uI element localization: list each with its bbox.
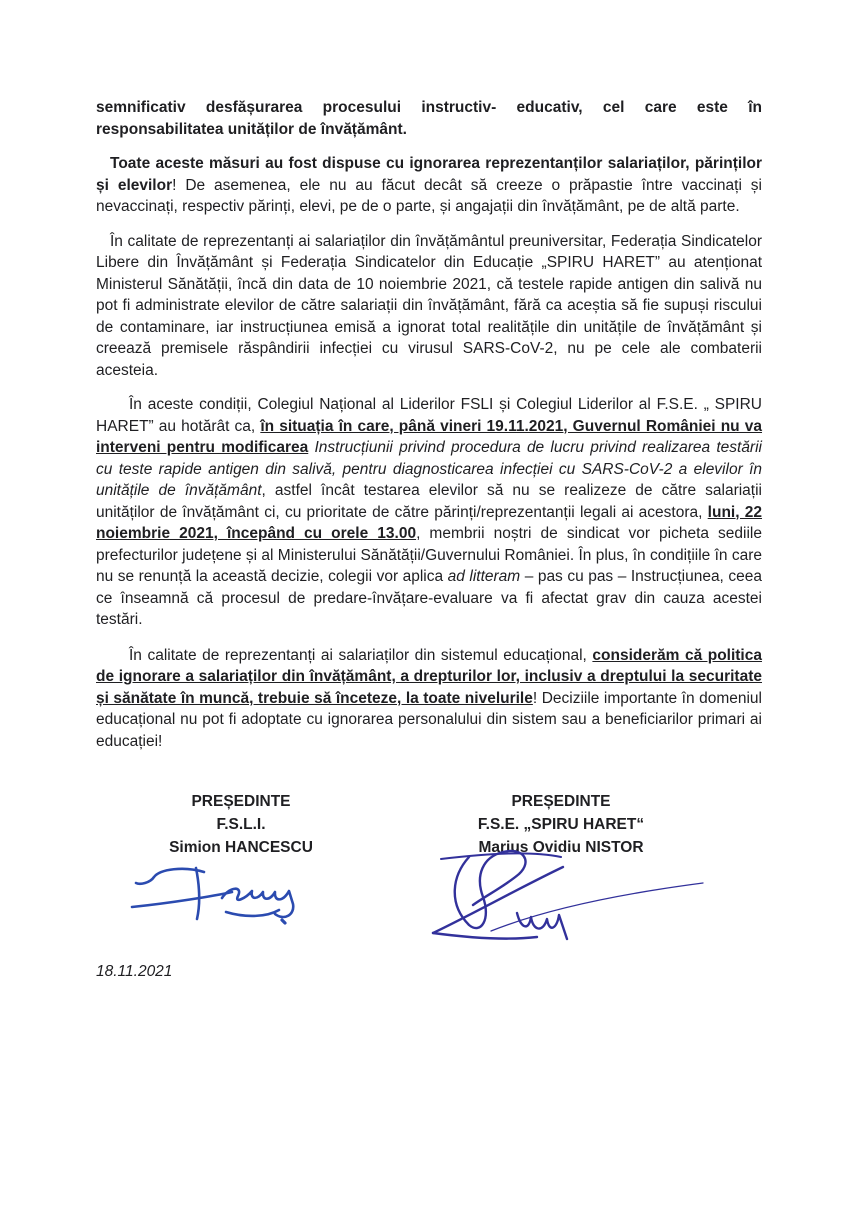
signature-left-org: F.S.L.I.	[216, 816, 266, 833]
signature-left-name: Simion HANCESCU	[169, 839, 313, 856]
text-run: – pas cu pas – Instrucțiunea, ceea ce înseamnă că procesul de predare-învățare-evaluare va fi afectat grav din cauza acestei testări.	[96, 568, 762, 628]
signature-left-block	[96, 790, 386, 949]
para-measures	[96, 153, 762, 218]
text-run: semnificativ desfășurarea procesului instructiv- educativ, cel care este în responsabilitatea unităților de învățământ.	[96, 99, 762, 138]
signature-right-block	[396, 790, 726, 949]
text-run: În calitate de reprezentanți ai salariaților din sistemul educațional,	[129, 646, 593, 664]
signature-right-title: PREȘEDINTE	[511, 793, 611, 810]
text-run: Toate aceste măsuri au fost dispuse cu ignorarea reprezentanților salariaților, părinților și elevilor	[96, 155, 762, 194]
text-run: luni, 22 noiembrie 2021, începând cu orele 13.00	[96, 503, 763, 542]
text-run: Instrucțiunii privind procedura de lucru privind realizarea testării cu teste rapide antigen din salivă, pentru diagnosticarea infecției cu SARS-CoV-2 a elevilor în unitățile de învățământ	[96, 439, 762, 499]
signature-left-ink	[126, 859, 356, 939]
signature-right-name: Marius Ovidiu NISTOR	[478, 839, 644, 856]
text-run: ! Deciziile importante în domeniul educațional nu pot fi adoptate cu ignorarea personalului din sistem sau a beneficiarilor primari ai educației!	[96, 689, 762, 750]
para-decision	[96, 394, 762, 631]
document-date: 18.11.2021	[96, 963, 173, 980]
para-demand	[96, 645, 762, 753]
signature-ink-strokes	[433, 851, 703, 939]
signature-ink-strokes	[132, 868, 293, 923]
text-run: , astfel încât testarea elevilor să nu se realizeze de către salariații unităților de învățământ ci, cu prioritate de către părinți/reprezentanții legali ai acestora,	[96, 482, 762, 521]
text-run: , membrii noștri de sindicat vor picheta sediile prefecturilor județene și al Ministerului Sănătății/Guvernului României. În plus, în condițiile în care nu se renunță la această decizie, colegii vor aplica	[96, 525, 762, 585]
signature-left-title: PREȘEDINTE	[191, 793, 291, 810]
signature-right-org: F.S.E. „SPIRU HARET“	[477, 816, 645, 833]
document-body	[96, 97, 762, 752]
text-run: în situația în care, până vineri 19.11.2021, Guvernul României nu va interveni pentru modificarea	[96, 417, 763, 456]
para-warning	[96, 231, 762, 382]
para-responsibility	[96, 97, 762, 140]
text-run: ! De asemenea, ele nu au făcut decât să creeze o prăpastie între vaccinați și nevaccinați, respectiv părinți, elevi, pe de o parte, și angajații din învățământ, pe de altă parte.	[96, 176, 762, 215]
text-run: ad litteram	[447, 568, 521, 585]
text-run: considerăm că politica de ignorare a salariaților din învățământ, a drepturilor lor, inclusiv a dreptului la securitate și sănătate în muncă, trebuie să înceteze, la toate nivelurile	[96, 646, 762, 707]
text-run: În aceste condiții, Colegiul Național al Liderilor FSLI și Colegiul Liderilor al F.S.E. „ SPIRU HARET” au hotărât ca,	[96, 396, 762, 435]
signature-block	[96, 790, 762, 949]
text-run: În calitate de reprezentanți ai salariaților din învățământul preuniversitar, Federația Sindicatelor Libere din Învățământ și Federația Sindicatelor din Educație „SPIRU HARET” au atenționat Ministerul Sănătății, încă din data de 10 noiembrie 2021, că testele rapide antigen din salivă nu pot fi administrate elevilor de către salariații din învățământ, fără ca aceștia să fie supuși riscului de contaminare, iar instrucțiunea emisă a ignorat total realitățile din unitățile de învățământ și creează premisele răspândirii infecției cu virusul SARS-CoV-2, nu pe cele ale combaterii acesteia.	[96, 232, 762, 379]
